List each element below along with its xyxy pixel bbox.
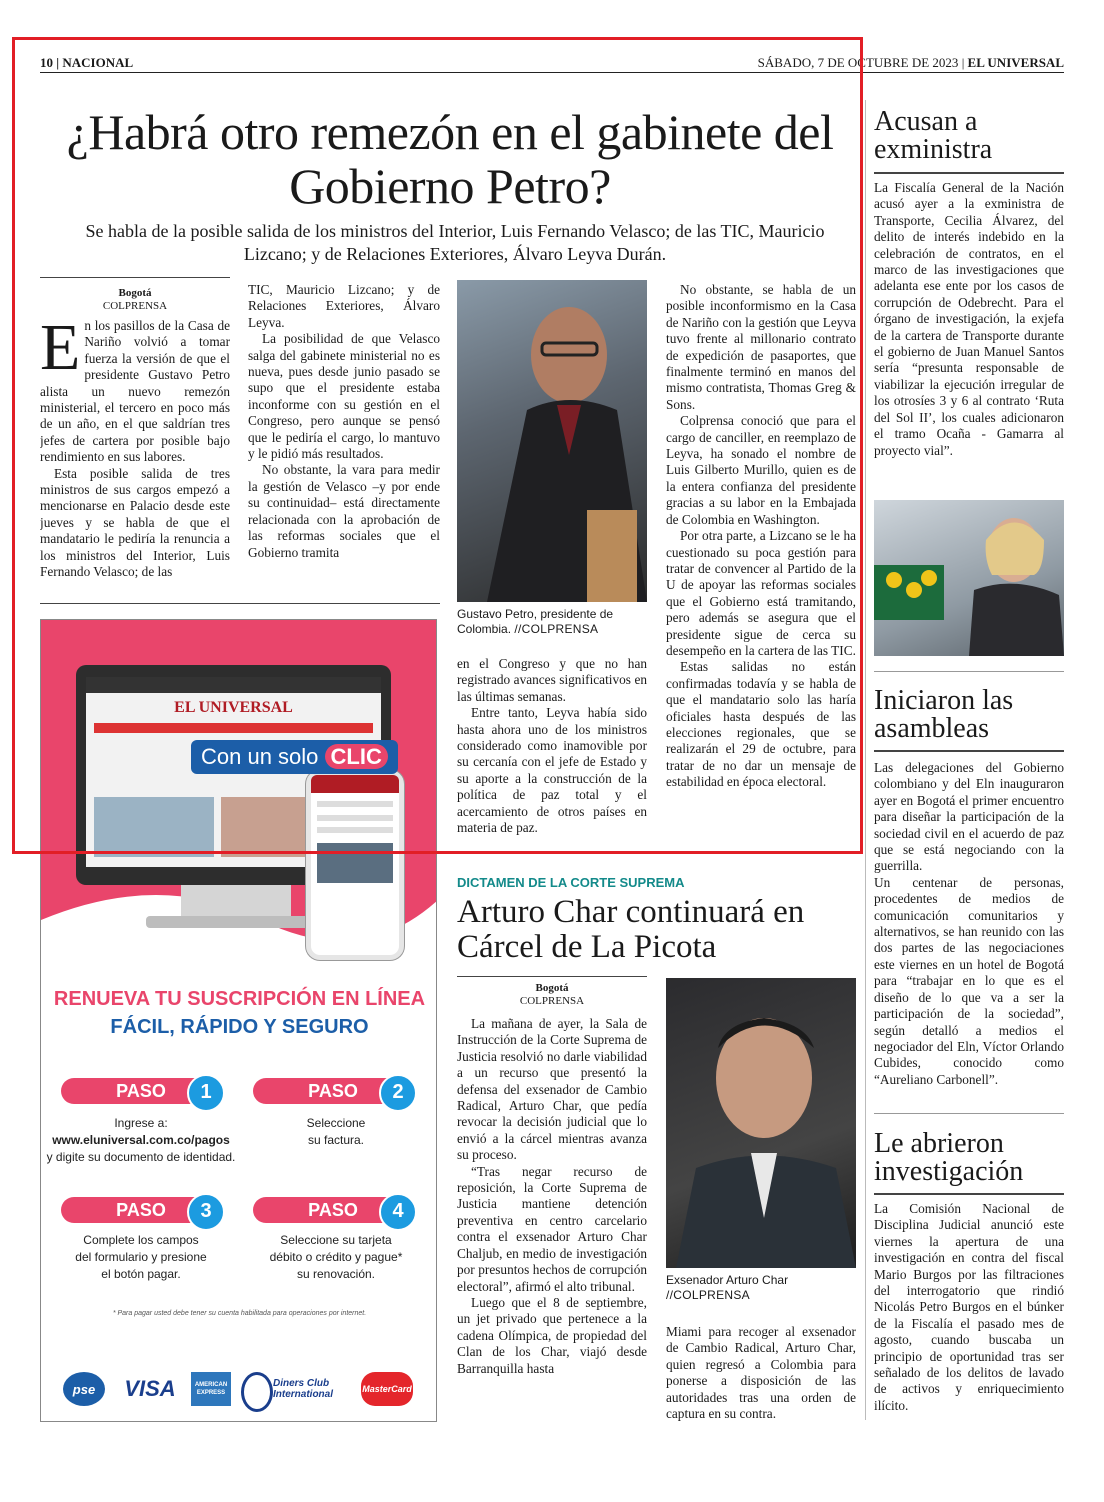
newspaper-name: EL UNIVERSAL <box>967 55 1064 70</box>
second-paragraph-1: La mañana de ayer, la Sala de Instrucción de la Corte Suprema de Justicia resolvió no darle viabilidad a un recurso que presentó la defensa del exsenador de Cambio Radical, Arturo Char, que pedía revocar la decisión judicial que lo envió a la cárcel mientras avanza su proceso. <box>457 1016 647 1163</box>
cta-text: Con un solo <box>201 744 319 769</box>
second-headline: Arturo Char continuará en Cárcel de La Picota <box>457 894 805 965</box>
sidebar-head-1: Acusan a exministra <box>874 106 993 165</box>
step-3-number: 3 <box>187 1193 225 1231</box>
main-col-2 <box>248 282 440 594</box>
step-3-line-a: Complete los campos <box>83 1233 199 1247</box>
step-4-label: PASO <box>308 1200 358 1220</box>
page-number: 10 <box>40 55 53 70</box>
ad-title-1: RENUEVA TU SUSCRIPCIÓN EN LÍNEA <box>53 988 426 1010</box>
step-4-line-b: débito o crédito y pague* <box>269 1250 403 1264</box>
byline-rule <box>40 277 230 278</box>
alvarez-photo <box>874 500 1064 656</box>
step-2-label: PASO <box>308 1081 358 1101</box>
step-1-line-a: Ingrese a: <box>114 1116 168 1130</box>
page-header-left: 10 | NACIONAL <box>40 55 134 70</box>
sidebar-text-2-p1: Las delegaciones del Gobierno colombiano y del Eln inauguraron ayer en Bogotá el primer encuentro para diseñar la participación de la sociedad civil en el acuerdo de paz que se está negociando con la guerrilla. <box>874 760 1064 874</box>
diners-logo-icon: Diners Club International <box>273 1378 334 1400</box>
step-4-text <box>241 1232 431 1283</box>
col2-paragraph-2: La posibilidad de que Velasco salga del gabinete ministerial no es nueva, pues desde junio pasado se supo que el presidente estaba inconforme con su gestión en el Congreso, pero aunque se pensó que le pediría el cargo, lo mantuvo y le pidió más resultados. <box>248 331 440 462</box>
step-2-line-a: Seleccione <box>306 1116 366 1130</box>
col2-paragraph-3: No obstante, la vara para medir la gestión de Velasco –y por ende su continuidad– está directamente relacionada con la aprobación de las reformas sociales que el Gobierno tramita <box>248 462 440 560</box>
phone-line <box>317 827 393 833</box>
main-headline: ¿Habrá otro remezón en el gabinete del Gobierno Petro? <box>66 104 834 214</box>
sidebar-text-3 <box>874 1201 1064 1414</box>
col3-paragraph-2: Entre tanto, Leyva había sido hasta ahora uno de los ministros considerado como inamovible por su cercanía con el jefe de Estado y su aporte a la construcción de la política de paz total y el acercamiento de otros países en materia de paz. <box>457 705 647 836</box>
section-name: NACIONAL <box>62 55 134 70</box>
char-caption <box>666 1273 856 1303</box>
ad-banner-background <box>41 620 437 960</box>
cta-clic: CLIC <box>325 744 388 769</box>
monitor-stand <box>181 885 291 920</box>
petro-caption <box>457 607 647 637</box>
phone-icon <box>306 770 404 960</box>
sidebar-rule-2a <box>874 671 1064 672</box>
ad-title-2: FÁCIL, RÁPIDO Y SEGURO <box>110 1016 369 1038</box>
column-bottom-rule <box>40 603 440 604</box>
step-1-number: 1 <box>187 1074 225 1112</box>
step-3-line-c: el botón pagar. <box>101 1267 181 1281</box>
subscription-ad[interactable] <box>40 619 437 1422</box>
sidebar-rule-3 <box>874 1193 1064 1195</box>
thumb-image <box>221 797 306 857</box>
second-col-2 <box>666 1324 856 1424</box>
dropcap: E <box>40 318 81 384</box>
main-col-4 <box>666 282 856 848</box>
step-2-number: 2 <box>379 1074 417 1112</box>
main-byline <box>40 287 230 313</box>
main-deck: Se habla de la posible salida de los ministros del Interior, Luis Fernando Velasco; de las TIC, Mauricio Lizcano; y de Relaciones Exteriores, Álvaro Leyva Durán. <box>85 221 825 264</box>
sidebar-rule-3a <box>874 1113 1064 1114</box>
sidebar-text-2 <box>874 760 1064 1088</box>
diners-circle-icon <box>241 1372 273 1412</box>
person-silhouette-icon <box>874 500 1064 656</box>
step-1-link[interactable]: www.eluniversal.com.co/pagos <box>52 1133 230 1147</box>
amex-logo-icon: AMERICAN EXPRESS <box>191 1372 231 1406</box>
visa-logo-icon: VISA <box>124 1376 176 1401</box>
menu-strip <box>94 723 373 733</box>
col3-paragraph-1: en el Congreso y que no han registrado avances significativos en las últimas semanas. <box>457 656 647 704</box>
phone-line <box>317 815 393 821</box>
second-paragraph-3: Luego que el 8 de septiembre, un jet privado que pertenece a la cadena Olímpica, de propiedad del Clan de los Char, viajó desde Barranquilla hasta <box>457 1294 647 1376</box>
sidebar-separator <box>865 100 866 1420</box>
char-photo <box>666 978 856 1268</box>
char-caption-credit: //COLPRENSA <box>666 1288 750 1302</box>
step-3-text <box>46 1232 236 1283</box>
col1-paragraph-2: Esta posible salida de tres ministros de sus cargos empezó a mencionarse en Palacio desde este jueves y se habla de que el mandatario le pediría la renuncia a los ministros del Interior, Luis Fernando Velasco; de las <box>40 465 230 580</box>
phone-header <box>311 775 399 793</box>
second-byline <box>457 982 647 1008</box>
sidebar-rule-2 <box>874 750 1064 752</box>
step-1-label: PASO <box>116 1081 166 1101</box>
petro-photo <box>457 280 647 602</box>
sidebar-text-2-p2: Un centenar de personas, procedentes de medios de comunicación comunitarios y alternativos, se han reunido con las dos partes de las negociaciones este viernes en un hotel de Bogotá para “trabajar en lo que es el diseño de lo que va a ser la participación de la sociedad”, según detalló a medios el negociador del Eln, Víctor Orlando Cubides, conocido como “Aureliano Carbonell”. <box>874 874 1064 1087</box>
person-silhouette-icon <box>666 978 856 1268</box>
step-1-line-c: y digite su documento de identidad. <box>46 1150 236 1164</box>
mastercard-logo-icon: MasterCard <box>361 1372 413 1406</box>
char-caption-text: Exsenador Arturo Char <box>666 1273 789 1287</box>
step-1-pill <box>61 1078 221 1104</box>
step-3-pill <box>61 1197 221 1223</box>
browser-bar <box>86 677 381 693</box>
byline-agency: COLPRENSA <box>102 300 168 312</box>
sidebar-text-3-body: La Comisión Nacional de Disciplina Judicial anunció este viernes la apertura de una investigación en contra del fiscal Mario Burgos por las filtraciones del interrogatorio que rindió Nicolás Petro Burgos en el búnker de la Fiscalía el pasado mes de agosto, cuando buscaba un principio de oportunidad tras ser señalado de los delitos de lavado de activos y enriquecimiento ilícito. <box>874 1201 1064 1413</box>
pse-logo-icon: pse <box>63 1372 105 1406</box>
main-col-1 <box>40 318 230 593</box>
second-col-1 <box>457 1016 647 1426</box>
second-byline-rule <box>457 976 647 977</box>
step-2-line-b: su factura. <box>307 1133 365 1147</box>
step-4-number: 4 <box>379 1193 417 1231</box>
second-kicker: DICTAMEN DE LA CORTE SUPREMA <box>457 875 685 890</box>
second-byline-city: Bogotá <box>535 982 569 994</box>
second-paragraph-4: Miami para recoger al exsenador de Cambio Radical, Arturo Char, quien regresó a Colombia para ponerse a disposición de las autoridades tras una orden de captura en su contra. <box>666 1324 856 1422</box>
thumb-image <box>94 797 214 857</box>
col2-paragraph-1: TIC, Mauricio Lizcano; y de Relaciones Exteriores, Álvaro Leyva. <box>248 282 440 330</box>
issue-date: SÁBADO, 7 DE OCTUBRE DE 2023 <box>757 55 959 70</box>
ad-brand: EL UNIVERSAL <box>174 699 293 716</box>
sidebar-text-1-body: La Fiscalía General de la Nación acusó ayer a la exministra de Transporte, Cecilia Álvarez, del delito de interés indebido en la celebración de contratos, en el marco de las investigaciones que adelanta ese ente por los casos de corrupción de Odebrecht. Para el órgano de investigación, la exjefa de la cartera de Transporte durante el gobierno de Juan Manuel Santos sería “presunta responsable de viabilizar la ejecución irregular de los otrosíes 3 y 6 al contrato ‘Ruta del Sol II’, los cuales adicionaron el tramo Ocaña - Gamarra al proyecto vial”. <box>874 180 1064 458</box>
step-4-line-a: Seleccione su tarjeta <box>280 1233 392 1247</box>
step-2-pill <box>253 1078 413 1104</box>
petro-caption-credit: //COLPRENSA <box>514 622 599 636</box>
ad-footnote: * Para pagar usted debe tener su cuenta habilitada para operaciones por internet. <box>112 1310 367 1317</box>
step-3-label: PASO <box>116 1200 166 1220</box>
cta-banner[interactable] <box>191 740 398 774</box>
col4-paragraph-3: Por otra parte, a Lizcano se le ha cuestionado su poca gestión para tratar de convencer al Partido de la U de apoyar las reformas sociales que el Gobierno está tramitando, pero además se asegura que el presidente sigue de cerca su desempeño en la cartera de las TIC. <box>666 528 856 658</box>
step-4-line-c: su renovación. <box>296 1267 376 1281</box>
step-2-text <box>241 1115 431 1149</box>
sidebar-rule-1 <box>874 172 1064 174</box>
page-header-right: SÁBADO, 7 DE OCTUBRE DE 2023 | EL UNIVERSAL <box>757 55 1064 70</box>
col4-paragraph-1: No obstante, se habla de un posible inconformismo en la Casa de Nariño con la gestión que Leyva tuvo frente al millonario contrato de expedición de pasaportes, que finalmente terminó en manos del mismo contratista, Thomas Greg & Sons. <box>666 282 856 412</box>
step-1-text <box>46 1115 236 1166</box>
col1-paragraph-1: n los pasillos de la Casa de Nariño volvió a tomar fuerza la versión de que el presidente Gustavo Petro alista un nuevo remezón ministerial, el tercero en poco más de un año, en el que saldrían tres jefes de cartera por posible bajo rendimiento en sus labores. <box>40 318 230 465</box>
phone-thumb <box>317 843 393 883</box>
phone-line <box>317 801 393 807</box>
col4-paragraph-4: Estas salidas no están confirmadas todavía y se habla de que el mandatario solo las haría oficiales hasta después de las elecciones regionales, que se realizarán el 29 de octubre, para tratar de no dar un mensaje de estabilidad en época electoral. <box>666 659 856 790</box>
step-4-pill <box>253 1197 413 1223</box>
second-paragraph-2: “Tras negar recurso de reposición, la Corte Suprema de Justicia mantiene detención preventiva en centro carcelario contra el exsenador Arturo Char Chaljub, en medio de investigación por presuntos hechos de corrupción electoral”, afirmó el alto tribunal. <box>457 1163 647 1294</box>
byline-city: Bogotá <box>118 287 152 299</box>
main-col-3 <box>457 656 647 846</box>
col4-paragraph-2: Colprensa conoció que para el cargo de canciller, en reemplazo de Leyva, ha sonado el nombre de Luis Gilberto Murillo, quien es de la entera confianza del presidente gracias a su labor en la Embajada de Colombia en Washington. <box>666 413 856 527</box>
second-byline-agency: COLPRENSA <box>519 995 585 1007</box>
sidebar-head-3: Le abrieron investigación <box>874 1128 1024 1187</box>
sidebar-head-2: Iniciaron las asambleas <box>874 685 1014 744</box>
person-silhouette-icon <box>457 280 647 602</box>
monitor-foot <box>146 916 326 928</box>
petro-caption-text: Gustavo Petro, presidente de Colombia. <box>457 607 614 636</box>
sidebar-text-1 <box>874 180 1064 459</box>
header-rule <box>40 72 1064 73</box>
step-3-line-b: del formulario y presione <box>75 1250 207 1264</box>
